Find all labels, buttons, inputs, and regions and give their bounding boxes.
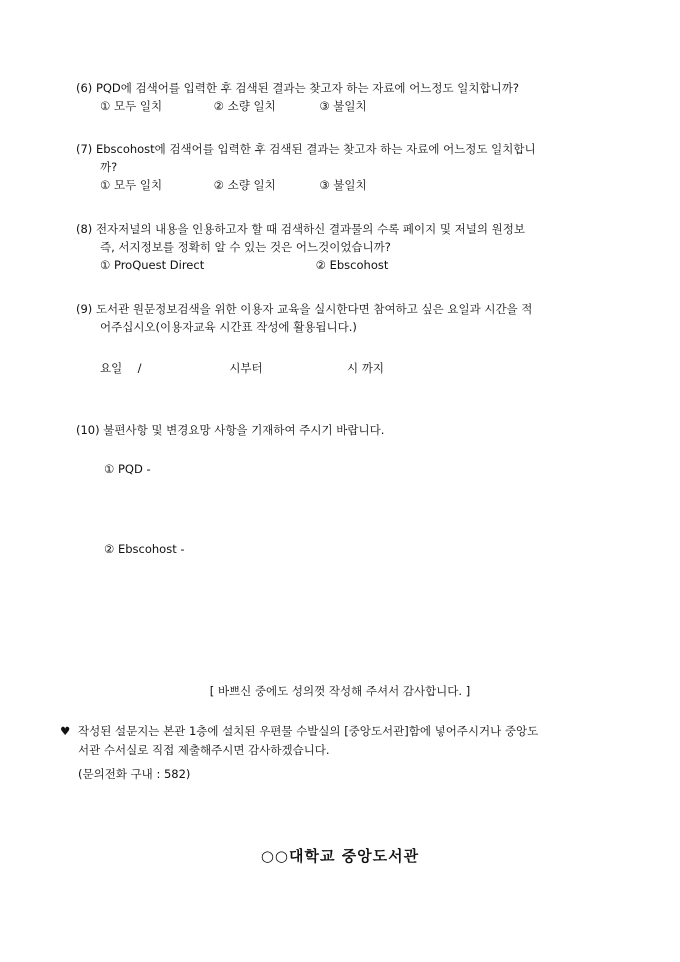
library-name: ○○대학교 중앙도서관 [260, 847, 420, 865]
ebscohost-comment-label: ② Ebscohost - [104, 542, 185, 556]
question-9-text-cont: 어주십시오(이용자교육 시간표 작성에 활용됩니다.) [100, 320, 357, 334]
contact-phone: (문의전화 구내 : 582) [78, 767, 191, 781]
question-9-text: (9) 도서관 원문정보검색을 위한 이용자 교육을 실시한다면 참여하고 싶은 요일과 시간을 적 [76, 302, 533, 316]
option-all-match[interactable]: ① 모두 일치 [100, 99, 163, 113]
option-no-match[interactable]: ③ 불일치 [319, 99, 367, 113]
question-9 [76, 300, 624, 336]
question-8-text-cont: 즉, 서지정보를 정확히 알 수 있는 것은 어느것이었습니까? [100, 240, 391, 254]
question-7-text: (7) Ebscohost에 검색어를 입력한 후 검색된 결과는 찾고자 하는 자료에 어느정도 일치합니 [76, 142, 536, 156]
option-ebscohost[interactable]: ② Ebscohost [315, 258, 389, 272]
notice-text: 작성된 설문지는 본관 1층에 설치된 우편물 수발실의 [중앙도서관]함에 넣어주시거나 중앙도 [78, 724, 539, 738]
question-8 [76, 220, 624, 274]
question-7 [76, 140, 624, 194]
slash-separator: / [137, 361, 142, 375]
submission-notice [60, 722, 630, 760]
option-all-match[interactable]: ① 모두 일치 [100, 178, 163, 192]
question-6-options [76, 97, 624, 115]
question-10-text: (10) 불편사항 및 변경요망 사항을 기재하여 주시기 바랍니다. [76, 423, 385, 437]
question-7-options [76, 176, 624, 194]
option-proquest-direct[interactable]: ① ProQuest Direct [100, 258, 205, 272]
option-no-match[interactable]: ③ 불일치 [319, 178, 367, 192]
thanks-message: [ 바쁘신 중에도 성의껏 작성해 주셔서 감사합니다. ] [209, 684, 471, 698]
schedule-answer-line [100, 360, 384, 376]
heart-icon: ♥ [60, 724, 71, 738]
notice-text-cont: 서관 수서실로 직접 제출해주시면 감사하겠습니다. [78, 743, 330, 757]
to-hour-label: 시 까지 [346, 361, 384, 375]
question-6 [76, 79, 624, 115]
option-partial-match[interactable]: ② 소량 일치 [213, 99, 276, 113]
pqd-comment-label: ① PQD - [104, 462, 151, 476]
question-8-text: (8) 전자저널의 내용을 인용하고자 할 때 검색하신 결과물의 수록 페이지 및 저널의 원정보 [76, 222, 525, 236]
question-8-options [76, 256, 624, 274]
option-partial-match[interactable]: ② 소량 일치 [213, 178, 276, 192]
day-label: 요일 [100, 361, 123, 375]
question-10 [76, 421, 624, 439]
from-hour-label: 시부터 [229, 361, 263, 375]
question-6-text: (6) PQD에 검색어를 입력한 후 검색된 결과는 찾고자 하는 자료에 어느정도 일치합니까? [76, 81, 519, 95]
question-7-text-cont: 까? [100, 160, 118, 174]
